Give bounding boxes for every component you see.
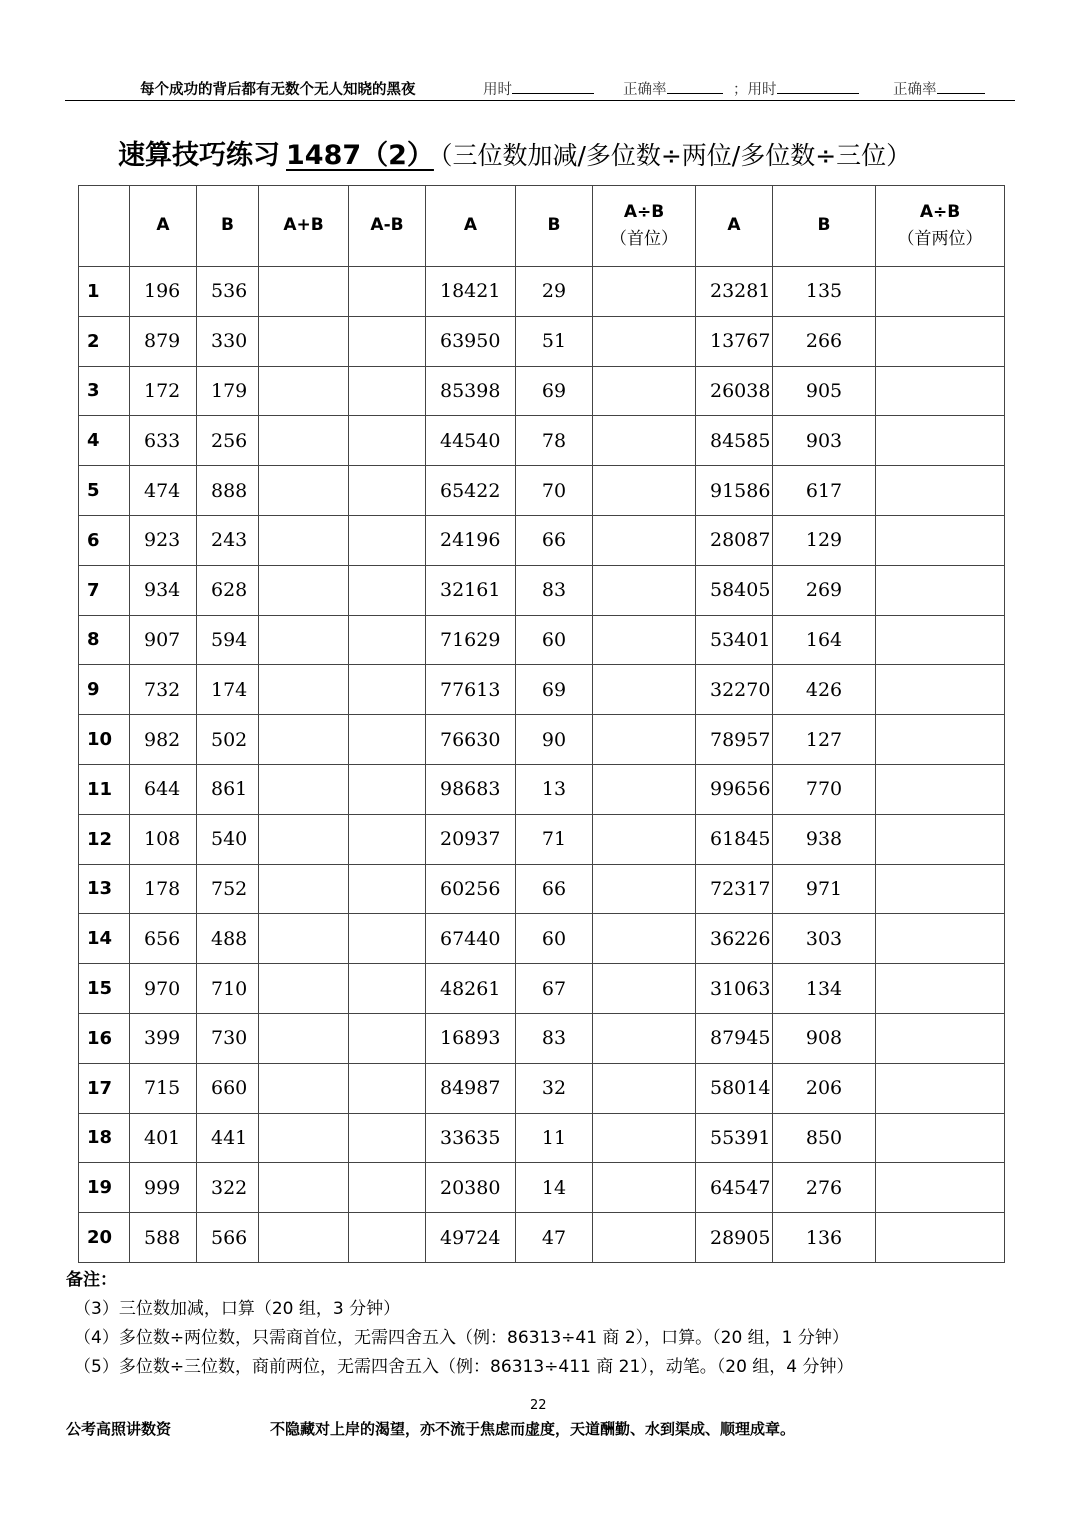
dividend-3: 32270 (696, 665, 773, 715)
sum-answer[interactable] (259, 964, 349, 1014)
header-diff: A-B (349, 186, 426, 267)
header-sum: A+B (259, 186, 349, 267)
row-index: 17 (79, 1063, 130, 1113)
divisor-2: 66 (516, 515, 593, 565)
dividend-3: 87945 (696, 1013, 773, 1063)
header-quotient-two (876, 186, 1005, 267)
diff-answer[interactable] (349, 565, 426, 615)
diff-answer[interactable] (349, 316, 426, 366)
a-value: 879 (130, 316, 197, 366)
quotient-first-answer[interactable] (593, 366, 696, 416)
row-index: 20 (79, 1213, 130, 1263)
quotient-first-answer[interactable] (593, 964, 696, 1014)
header-a-3: A (696, 186, 773, 267)
divisor-3: 905 (773, 366, 876, 416)
dividend-2: 24196 (426, 515, 516, 565)
quotient-first-answer[interactable] (593, 1013, 696, 1063)
accuracy-label-2: 正确率 (893, 82, 937, 98)
divisor-3: 129 (773, 515, 876, 565)
a-value: 970 (130, 964, 197, 1014)
diff-answer[interactable] (349, 1163, 426, 1213)
diff-answer[interactable] (349, 267, 426, 317)
b-value: 322 (197, 1163, 259, 1213)
b-value: 594 (197, 615, 259, 665)
table-header-row (79, 186, 1005, 267)
dividend-3: 64547 (696, 1163, 773, 1213)
sum-answer[interactable] (259, 1163, 349, 1213)
dividend-3: 36226 (696, 914, 773, 964)
sum-answer[interactable] (259, 814, 349, 864)
diff-answer[interactable] (349, 615, 426, 665)
row-index: 16 (79, 1013, 130, 1063)
header-a-2: A (426, 186, 516, 267)
sum-answer[interactable] (259, 565, 349, 615)
b-value: 488 (197, 914, 259, 964)
dividend-2: 76630 (426, 715, 516, 765)
dividend-3: 91586 (696, 466, 773, 516)
b-value: 179 (197, 366, 259, 416)
dividend-2: 67440 (426, 914, 516, 964)
b-value: 174 (197, 665, 259, 715)
quotient-two-answer[interactable] (876, 416, 1005, 466)
divisor-2: 83 (516, 565, 593, 615)
table-row (79, 665, 1005, 715)
quotient-first-answer[interactable] (593, 1163, 696, 1213)
quotient-first-answer[interactable] (593, 466, 696, 516)
note-line-4: （4）多位数÷两位数，只需商首位，无需四舍五入（例：86313÷41 商 2），口算。（20 组，1 分钟） (74, 1328, 849, 1348)
divisor-2: 11 (516, 1113, 593, 1163)
a-value: 196 (130, 267, 197, 317)
accuracy-field-2 (893, 78, 985, 99)
sum-answer[interactable] (259, 665, 349, 715)
diff-answer[interactable] (349, 914, 426, 964)
time-label-2: 用时 (747, 82, 777, 98)
sum-answer[interactable] (259, 267, 349, 317)
divisor-2: 14 (516, 1163, 593, 1213)
dividend-3: 78957 (696, 715, 773, 765)
divisor-2: 69 (516, 366, 593, 416)
time-blank-1[interactable] (512, 79, 594, 94)
divisor-3: 164 (773, 615, 876, 665)
quotient-two-answer[interactable] (876, 1163, 1005, 1213)
quotient-two-answer[interactable] (876, 565, 1005, 615)
note-line-3: （3）三位数加减，口算（20 组，3 分钟） (74, 1299, 401, 1319)
divisor-2: 83 (516, 1013, 593, 1063)
sum-answer[interactable] (259, 764, 349, 814)
diff-answer[interactable] (349, 665, 426, 715)
b-value: 730 (197, 1013, 259, 1063)
quotient-two-answer[interactable] (876, 914, 1005, 964)
quotient-first-answer[interactable] (593, 914, 696, 964)
diff-answer[interactable] (349, 416, 426, 466)
page-header (65, 74, 1015, 101)
dividend-2: 20380 (426, 1163, 516, 1213)
row-index: 6 (79, 515, 130, 565)
dividend-3: 58405 (696, 565, 773, 615)
quotient-first-answer[interactable] (593, 1113, 696, 1163)
dividend-2: 65422 (426, 466, 516, 516)
a-value: 923 (130, 515, 197, 565)
table-row (79, 1113, 1005, 1163)
quotient-two-answer[interactable] (876, 964, 1005, 1014)
divisor-2: 90 (516, 715, 593, 765)
table-row (79, 814, 1005, 864)
quotient-first-answer[interactable] (593, 316, 696, 366)
table-row (79, 316, 1005, 366)
divisor-3: 770 (773, 764, 876, 814)
dividend-3: 28905 (696, 1213, 773, 1263)
divisor-3: 127 (773, 715, 876, 765)
a-value: 999 (130, 1163, 197, 1213)
table-row (79, 864, 1005, 914)
b-value: 861 (197, 764, 259, 814)
divisor-2: 29 (516, 267, 593, 317)
header-b-1: B (197, 186, 259, 267)
sum-answer[interactable] (259, 615, 349, 665)
b-value: 566 (197, 1213, 259, 1263)
notes-label: 备注： (66, 1270, 117, 1290)
dividend-3: 99656 (696, 764, 773, 814)
quotient-first-answer[interactable] (593, 1213, 696, 1263)
quotient-first-answer[interactable] (593, 267, 696, 317)
diff-answer[interactable] (349, 864, 426, 914)
notes-section (66, 1266, 854, 1382)
diff-answer[interactable] (349, 814, 426, 864)
b-value: 502 (197, 715, 259, 765)
a-value: 399 (130, 1013, 197, 1063)
diff-answer[interactable] (349, 1113, 426, 1163)
b-value: 256 (197, 416, 259, 466)
header-quotient-label-2: A÷B (919, 201, 961, 222)
quotient-first-answer[interactable] (593, 615, 696, 665)
accuracy-blank-1[interactable] (667, 79, 723, 94)
table-row (79, 466, 1005, 516)
divisor-2: 13 (516, 764, 593, 814)
divisor-3: 276 (773, 1163, 876, 1213)
dividend-2: 18421 (426, 267, 516, 317)
table-row (79, 1213, 1005, 1263)
divisor-2: 32 (516, 1063, 593, 1113)
table-row (79, 1163, 1005, 1213)
b-value: 536 (197, 267, 259, 317)
table-row (79, 1063, 1005, 1113)
header-quotient-first-sub: （首位） (610, 229, 678, 249)
accuracy-label-1: 正确率 (623, 82, 667, 98)
table-row (79, 914, 1005, 964)
practice-table (78, 185, 1005, 1263)
page-number: 22 (530, 1398, 547, 1413)
table-row (79, 715, 1005, 765)
table-row (79, 267, 1005, 317)
divisor-2: 69 (516, 665, 593, 715)
sum-answer[interactable] (259, 1213, 349, 1263)
dividend-2: 60256 (426, 864, 516, 914)
quotient-first-answer[interactable] (593, 515, 696, 565)
sum-answer[interactable] (259, 416, 349, 466)
a-value: 474 (130, 466, 197, 516)
divisor-2: 60 (516, 615, 593, 665)
dividend-3: 55391 (696, 1113, 773, 1163)
table-row (79, 1013, 1005, 1063)
diff-answer[interactable] (349, 964, 426, 1014)
row-index: 13 (79, 864, 130, 914)
row-index: 9 (79, 665, 130, 715)
a-value: 982 (130, 715, 197, 765)
row-index: 18 (79, 1113, 130, 1163)
a-value: 644 (130, 764, 197, 814)
quotient-two-answer[interactable] (876, 615, 1005, 665)
row-index: 10 (79, 715, 130, 765)
divisor-3: 617 (773, 466, 876, 516)
header-quotient-two-sub: （首两位） (897, 229, 983, 249)
row-index: 4 (79, 416, 130, 466)
table-row (79, 565, 1005, 615)
quotient-first-answer[interactable] (593, 814, 696, 864)
diff-answer[interactable] (349, 715, 426, 765)
divisor-2: 70 (516, 466, 593, 516)
row-index: 1 (79, 267, 130, 317)
dividend-3: 53401 (696, 615, 773, 665)
quotient-first-answer[interactable] (593, 565, 696, 615)
sum-answer[interactable] (259, 466, 349, 516)
row-index: 3 (79, 366, 130, 416)
diff-answer[interactable] (349, 1213, 426, 1263)
b-value: 660 (197, 1063, 259, 1113)
sum-answer[interactable] (259, 715, 349, 765)
a-value: 108 (130, 814, 197, 864)
sum-answer[interactable] (259, 515, 349, 565)
divisor-3: 850 (773, 1113, 876, 1163)
note-line-5: （5）多位数÷三位数，商前两位，无需四舍五入（例：86313÷411 商 21），动笔。（20 组，4 分钟） (74, 1357, 854, 1377)
b-value: 752 (197, 864, 259, 914)
b-value: 888 (197, 466, 259, 516)
row-index: 11 (79, 764, 130, 814)
row-index: 7 (79, 565, 130, 615)
separator: ； (733, 82, 748, 98)
sum-answer[interactable] (259, 864, 349, 914)
divisor-2: 47 (516, 1213, 593, 1263)
quotient-two-answer[interactable] (876, 366, 1005, 416)
diff-answer[interactable] (349, 515, 426, 565)
dividend-2: 20937 (426, 814, 516, 864)
divisor-3: 269 (773, 565, 876, 615)
quotient-two-answer[interactable] (876, 864, 1005, 914)
dividend-2: 77613 (426, 665, 516, 715)
b-value: 540 (197, 814, 259, 864)
diff-answer[interactable] (349, 764, 426, 814)
header-quotient-first (593, 186, 696, 267)
quotient-two-answer[interactable] (876, 814, 1005, 864)
quotient-two-answer[interactable] (876, 1213, 1005, 1263)
quotient-two-answer[interactable] (876, 715, 1005, 765)
sum-answer[interactable] (259, 366, 349, 416)
dividend-2: 63950 (426, 316, 516, 366)
quotient-first-answer[interactable] (593, 416, 696, 466)
a-value: 907 (130, 615, 197, 665)
b-value: 710 (197, 964, 259, 1014)
dividend-3: 58014 (696, 1063, 773, 1113)
dividend-2: 71629 (426, 615, 516, 665)
quotient-first-answer[interactable] (593, 715, 696, 765)
dividend-2: 84987 (426, 1063, 516, 1113)
sum-answer[interactable] (259, 1063, 349, 1113)
sum-answer[interactable] (259, 1013, 349, 1063)
dividend-2: 85398 (426, 366, 516, 416)
a-value: 732 (130, 665, 197, 715)
dividend-3: 23281 (696, 267, 773, 317)
dividend-3: 28087 (696, 515, 773, 565)
b-value: 243 (197, 515, 259, 565)
footer-author: 公考高照讲数资 (66, 1420, 172, 1438)
dividend-3: 26038 (696, 366, 773, 416)
dividend-2: 32161 (426, 565, 516, 615)
dividend-2: 33635 (426, 1113, 516, 1163)
row-index: 8 (79, 615, 130, 665)
divisor-2: 67 (516, 964, 593, 1014)
a-value: 178 (130, 864, 197, 914)
quotient-first-answer[interactable] (593, 665, 696, 715)
accuracy-field-1 (623, 78, 723, 99)
quotient-two-answer[interactable] (876, 466, 1005, 516)
divisor-3: 135 (773, 267, 876, 317)
row-index: 19 (79, 1163, 130, 1213)
sum-answer[interactable] (259, 914, 349, 964)
divisor-3: 971 (773, 864, 876, 914)
b-value: 628 (197, 565, 259, 615)
table-row (79, 964, 1005, 1014)
divisor-3: 908 (773, 1013, 876, 1063)
divisor-3: 938 (773, 814, 876, 864)
divisor-3: 266 (773, 316, 876, 366)
table-row (79, 366, 1005, 416)
header-index (79, 186, 130, 267)
time-blank-2[interactable] (777, 79, 859, 94)
divisor-2: 60 (516, 914, 593, 964)
quotient-first-answer[interactable] (593, 864, 696, 914)
dividend-3: 84585 (696, 416, 773, 466)
quotient-first-answer[interactable] (593, 1063, 696, 1113)
dividend-2: 48261 (426, 964, 516, 1014)
quotient-two-answer[interactable] (876, 1013, 1005, 1063)
quotient-two-answer[interactable] (876, 1113, 1005, 1163)
time-field-1 (483, 78, 594, 99)
sum-answer[interactable] (259, 1113, 349, 1163)
a-value: 588 (130, 1213, 197, 1263)
divisor-2: 78 (516, 416, 593, 466)
time-label-1: 用时 (483, 82, 512, 98)
header-a-1: A (130, 186, 197, 267)
b-value: 441 (197, 1113, 259, 1163)
row-index: 2 (79, 316, 130, 366)
divisor-3: 903 (773, 416, 876, 466)
quotient-two-answer[interactable] (876, 764, 1005, 814)
diff-answer[interactable] (349, 1013, 426, 1063)
time-field-2 (733, 78, 859, 99)
table-row (79, 416, 1005, 466)
row-index: 5 (79, 466, 130, 516)
quotient-two-answer[interactable] (876, 665, 1005, 715)
divisor-2: 66 (516, 864, 593, 914)
quotient-two-answer[interactable] (876, 267, 1005, 317)
dividend-3: 13767 (696, 316, 773, 366)
dividend-2: 98683 (426, 764, 516, 814)
row-index: 12 (79, 814, 130, 864)
divisor-3: 206 (773, 1063, 876, 1113)
quotient-first-answer[interactable] (593, 764, 696, 814)
divisor-3: 303 (773, 914, 876, 964)
dividend-2: 44540 (426, 416, 516, 466)
dividend-3: 72317 (696, 864, 773, 914)
footer-slogan: 不隐藏对上岸的渴望，亦不流于焦虑而虚度，天道酬勤、水到渠成、顺理成章。 (270, 1420, 796, 1438)
diff-answer[interactable] (349, 366, 426, 416)
table-row (79, 764, 1005, 814)
title-code: 1487（2） (286, 140, 434, 171)
title-subtitle: （三位数加减/多位数÷两位/多位数÷三位） (439, 141, 912, 170)
divisor-3: 136 (773, 1213, 876, 1263)
quotient-two-answer[interactable] (876, 1063, 1005, 1113)
divisor-2: 71 (516, 814, 593, 864)
header-quotient-label: A÷B (623, 201, 665, 222)
header-b-3: B (773, 186, 876, 267)
header-motto: 每个成功的背后都有无数个无人知晓的黑夜 (140, 82, 416, 98)
dividend-3: 31063 (696, 964, 773, 1014)
divisor-2: 51 (516, 316, 593, 366)
a-value: 172 (130, 366, 197, 416)
dividend-2: 49724 (426, 1213, 516, 1263)
row-index: 14 (79, 914, 130, 964)
divisor-3: 426 (773, 665, 876, 715)
sum-answer[interactable] (259, 316, 349, 366)
dividend-3: 61845 (696, 814, 773, 864)
quotient-two-answer[interactable] (876, 515, 1005, 565)
diff-answer[interactable] (349, 466, 426, 516)
page-title (118, 133, 911, 172)
a-value: 656 (130, 914, 197, 964)
quotient-two-answer[interactable] (876, 316, 1005, 366)
diff-answer[interactable] (349, 1063, 426, 1113)
header-b-2: B (516, 186, 593, 267)
accuracy-blank-2[interactable] (937, 79, 985, 94)
a-value: 633 (130, 416, 197, 466)
a-value: 934 (130, 565, 197, 615)
a-value: 715 (130, 1063, 197, 1113)
title-main: 速算技巧练习 (118, 140, 280, 171)
a-value: 401 (130, 1113, 197, 1163)
dividend-2: 16893 (426, 1013, 516, 1063)
table-row (79, 615, 1005, 665)
divisor-3: 134 (773, 964, 876, 1014)
b-value: 330 (197, 316, 259, 366)
table-row (79, 515, 1005, 565)
row-index: 15 (79, 964, 130, 1014)
